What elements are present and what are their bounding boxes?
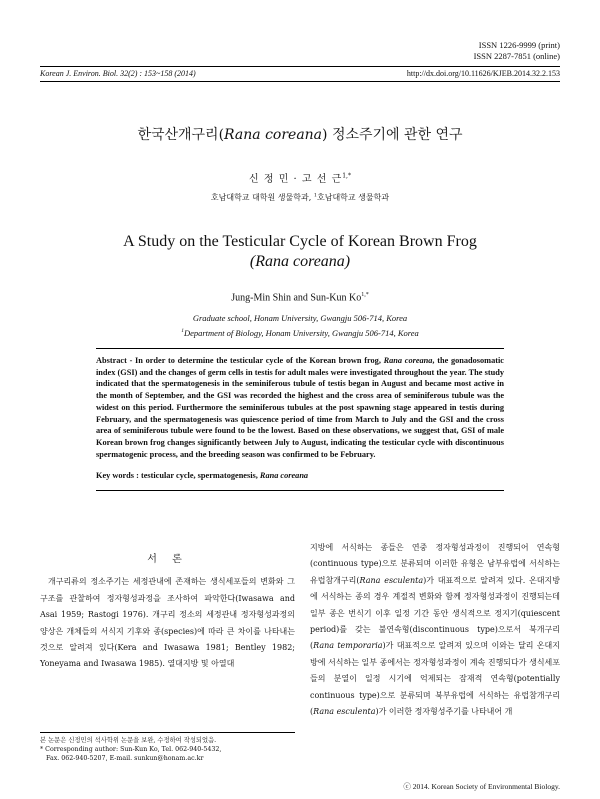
english-title-line2: (Rana coreana) bbox=[249, 253, 351, 270]
footnote-line-1: 본 논문은 신정민의 석사학위 논문을 보완, 수정하여 작성되었음. bbox=[40, 737, 217, 744]
section-heading-introduction: 서 론 bbox=[147, 554, 188, 565]
korean-affil-sup: 1 bbox=[313, 192, 317, 199]
keywords bbox=[96, 470, 504, 482]
english-affiliation bbox=[0, 312, 600, 340]
abstract-text-a: - In order to determine the testicular cycle of the Korean brown frog, bbox=[126, 356, 384, 365]
english-title-line1: A Study on the Testicular Cycle of Korean Brown Frog bbox=[123, 233, 477, 250]
footnote-line-2: * Corresponding author: Sun-Kun Ko, Tel. 062-940-5432, bbox=[40, 746, 222, 753]
english-affil-2: Department of Biology, Honam University, Gwangju 506-714, Korea bbox=[183, 327, 419, 338]
english-title bbox=[0, 232, 600, 272]
abstract-text bbox=[96, 355, 504, 460]
body-left-column bbox=[40, 552, 295, 673]
korean-affil-pre: 호남대학교 대학원 생물학과, bbox=[210, 193, 312, 202]
korean-title-post: ) 정소주기에 관한 연구 bbox=[322, 127, 463, 143]
body-right-species-2: Rana temporaria bbox=[313, 641, 383, 651]
abstract-box bbox=[96, 348, 504, 491]
issn-online: ISSN 2287-7851 (online) bbox=[473, 51, 560, 61]
footnote-line-3: Fax. 062-940-5207, E-mail. sunkun@honam.ac.kr bbox=[46, 755, 204, 762]
issn-print: ISSN 1226-9999 (print) bbox=[478, 40, 560, 50]
journal-reference: Korean J. Environ. Biol. 32(2) : 153~158 (2014) bbox=[40, 69, 196, 78]
english-affil-2-sup: 1 bbox=[181, 328, 184, 334]
body-right-species-3: Rana esculenta bbox=[313, 707, 376, 717]
body-left-text: 개구리류의 정소주기는 세정관내에 존재하는 생식세포들의 변화와 그 구조를 관찰하여 정자형성과정을 조사하여 파악한다(Iwasawa and Asai 1959; Rastogi 1976). 개구리 정소의 세정관내 정자형성과정의 양상은 개체들의 서식지 기후와 종(species)에 따라 큰 차이를 나타내는 것으로 알려져 있다(Kera and Iwasawa 1981; Bentley 1982; Yoneyama and Iwasawa 1985). 열대지방 및 아열대 bbox=[40, 577, 295, 669]
english-authors-names: Jung-Min Shin and Sun-Kun Ko bbox=[231, 292, 362, 304]
korean-title-pre: 한국산개구리( bbox=[137, 127, 225, 143]
korean-title-species: Rana coreana bbox=[224, 127, 323, 143]
abstract-label: Abstract bbox=[96, 356, 127, 365]
journal-header-bar bbox=[40, 66, 560, 82]
issn-block bbox=[474, 40, 560, 62]
korean-affiliation bbox=[0, 192, 600, 203]
english-affil-1: Graduate school, Honam University, Gwangju 506-714, Korea bbox=[192, 313, 408, 323]
english-authors bbox=[0, 292, 600, 303]
korean-title bbox=[0, 124, 600, 144]
abstract-text-b: , the gonadosomatic index (GSI) and the changes of germ cells in testis for adult males were investigated throughout the year. The study indicated that the spermatogenesis in the seminiferous tubule of testis began in August and became most active in the month of September, and the GSI was recorded the highest and the cross area of seminiferous tubule was the widest on this period. Furthermore the seminiferous tubules at the post spawning stage appeared in testis during February, and the spermatogenesis was quiescence period of time from March to July and the GSI and the cross area of seminiferous tubule were found to be the lowest. Based on these observations, we suggest that, GSI of male Korean brown frog changes significantly between July to August, indicating the testicular cycle with discontinuous spermatogenic process, and the breeding season was confirmed to be February. bbox=[96, 356, 504, 459]
english-affil-2-row bbox=[0, 325, 600, 340]
korean-authors-sup: 1,* bbox=[342, 172, 351, 180]
english-authors-sup: 1,* bbox=[361, 292, 369, 298]
korean-authors bbox=[0, 170, 600, 185]
korean-authors-names: 신 정 민 · 고 선 근 bbox=[249, 174, 343, 185]
body-right-species-1: Rana esculenta bbox=[359, 575, 424, 585]
footnote bbox=[40, 732, 295, 763]
doi-link[interactable]: http://dx.doi.org/10.11626/KJEB.2014.32.2.153 bbox=[406, 69, 560, 78]
body-right-text-3: )가 대표적으로 알려져 있으며 이와는 달리 온대지방에 서식하는 일부 종에서는 정자형성과정이 계속 진행되다가 생식세포들의 분열이 일정 시기에 억제되는 잠재적 연속형(potentially continuous type)으로 분류되며 북부유럽에 서식하는 유럽참개구리( bbox=[310, 641, 560, 717]
copyright: ⓒ 2014. Korean Society of Environmental Biology. bbox=[403, 782, 560, 791]
abstract-species: Rana coreana bbox=[383, 356, 433, 365]
body-right-column bbox=[310, 540, 560, 720]
body-right-text-1: 지방에 서식하는 종들은 연중 정자형성과정이 진행되어 연속형(continuous type)으로 분류되며 이러한 유형은 남부유럽에 서식하는 유럽참개구리( bbox=[310, 543, 560, 585]
keywords-text: testicular cycle, spermatogenesis, bbox=[140, 471, 260, 481]
body-right-text-2: )가 대표적으로 알려져 있다. 온대지방에 서식하는 종의 경우 계절적 변화와 함께 정자형성과정이 진행되는데 일부 종은 번식기 이후 일정 기간 동안 생식적으로 정지기(quiescent period)를 갖는 불연속형(discontinuous type)으로서 북개구리( bbox=[310, 575, 560, 651]
korean-affil-post: 호남대학교 생물학과 bbox=[317, 193, 390, 202]
keywords-species: Rana coreana bbox=[259, 471, 309, 481]
keywords-label: Key words : bbox=[96, 471, 141, 481]
body-right-text-4: )가 이러한 정자형성주기를 나타내어 개 bbox=[375, 707, 513, 717]
